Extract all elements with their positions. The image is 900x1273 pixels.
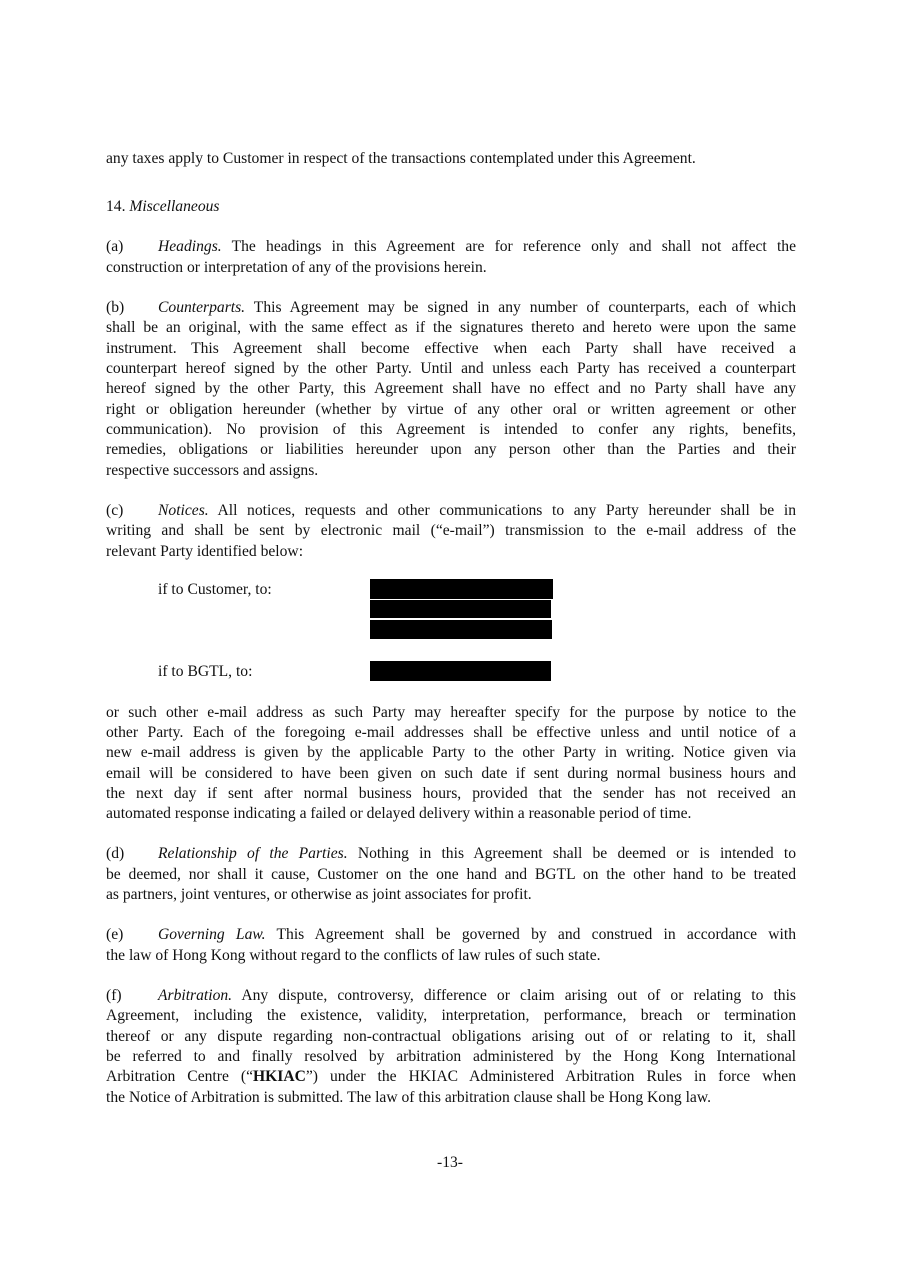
page-number: -13- (437, 1154, 463, 1171)
clause-a-line-1: (a) Headings. The headings in this Agreement are for reference only and shall not affect the (106, 237, 796, 257)
clause-c-line-2: writing and shall be sent by electronic mail (“e-mail”) transmission to the e-mail address of the (106, 522, 796, 539)
clause-b-line-6: right or obligation hereunder (whether by virtue of any other oral or written agreement or other (106, 401, 796, 418)
clause-b-line-8: remedies, obligations or liabilities hereunder upon any person other than the Parties and their (106, 441, 796, 458)
customer-recipient-label: if to Customer, to: (158, 581, 272, 598)
section-number: 14. (106, 198, 126, 215)
redacted-customer-address-2 (370, 600, 551, 618)
clause-f-line-2: Agreement, including the existence, validity, interpretation, performance, breach or termination (106, 1007, 796, 1024)
clause-e-line-1: (e) Governing Law. This Agreement shall be governed by and construed in accordance with (106, 925, 796, 945)
clause-e-heading: Governing Law. (158, 926, 266, 943)
section-heading (106, 197, 796, 217)
clause-e-line-2: the law of Hong Kong without regard to the conflicts of law rules of such state. (106, 947, 601, 964)
clause-c-line-3: relevant Party identified below: (106, 543, 304, 560)
clause-f-line-5: Arbitration Centre (“HKIAC”) under the HKIAC Administered Arbitration Rules in force when (106, 1068, 796, 1085)
bgtl-recipient-label: if to BGTL, to: (158, 663, 253, 680)
clause-a-line-2: construction or interpretation of any of the provisions herein. (106, 259, 487, 276)
clause-b-line-3: instrument. This Agreement shall become effective when each Party shall have received a (106, 340, 796, 357)
intro-line: any taxes apply to Customer in respect of the transactions contemplated under this Agreement. (106, 150, 696, 167)
clause-c-line-1: (c) Notices. All notices, requests and other communications to any Party hereunder shall be in (106, 501, 796, 521)
clause-f-heading: Arbitration. (158, 987, 233, 1004)
redacted-bgtl-address (370, 661, 551, 681)
clause-c-after-line-3: new e-mail address is given by the applicable Party to the other Party in writing. Notice given via (106, 744, 796, 761)
clause-b-line-2: shall be an original, with the same effect as if the signatures thereto and hereto were upon the same (106, 319, 796, 336)
clause-c-after-line-2: other Party. Each of the foregoing e-mail addresses shall be effective unless and until notice of a (106, 724, 796, 741)
clause-f-line-4: be referred to and finally resolved by arbitration administered by the Hong Kong International (106, 1048, 796, 1065)
clause-f-line-6: the Notice of Arbitration is submitted. The law of this arbitration clause shall be Hong Kong law. (106, 1089, 711, 1106)
clause-b-heading: Counterparts. (158, 299, 246, 316)
clause-d-heading: Relationship of the Parties. (158, 845, 348, 862)
clause-d-line-3: as partners, joint ventures, or otherwise as joint associates for profit. (106, 886, 532, 903)
clause-b-line-9: respective successors and assigns. (106, 462, 319, 479)
clause-f-label: (f) (106, 987, 122, 1004)
clause-b-line-4: counterpart hereof signed by the other Party. Until and unless each Party has received a counterpart (106, 360, 796, 377)
clause-b-line-7: communication). No provision of this Agreement is intended to confer any rights, benefits, (106, 421, 796, 438)
clause-f-line-3: thereof or any dispute regarding non-contractual obligations arising out of or relating to it, shall (106, 1028, 796, 1045)
clause-b-line-5: hereof signed by the other Party, this Agreement shall have no effect and no Party shall have any (106, 380, 796, 397)
clause-c-heading: Notices. (158, 502, 209, 519)
section-title: Miscellaneous (129, 198, 220, 215)
clause-d-line-2: be deemed, nor shall it cause, Customer on the one hand and BGTL on the other hand to be treated (106, 866, 796, 883)
clause-c-after-line-1: or such other e-mail address as such Party may hereafter specify for the purpose by notice to the (106, 704, 796, 721)
clause-c-after-line-5: the next day if sent after normal business hours, provided that the sender has not received an (106, 785, 796, 802)
clause-a-label: (a) (106, 238, 124, 255)
redacted-customer-address-1 (370, 579, 553, 599)
clause-e-label: (e) (106, 926, 124, 943)
clause-a-heading: Headings. (158, 238, 222, 255)
clause-d-line-1: (d) Relationship of the Parties. Nothing in this Agreement shall be deemed or is intended to (106, 844, 796, 864)
clause-b-line-1: (b) Counterparts. This Agreement may be signed in any number of counterparts, each of which (106, 298, 796, 318)
clause-c-label: (c) (106, 502, 124, 519)
clause-c-after-line-6: automated response indicating a failed or delayed delivery within a reasonable period of time. (106, 805, 692, 822)
redacted-customer-address-3 (370, 620, 552, 639)
hkiac-defined-term: HKIAC (253, 1068, 306, 1085)
clause-b-label: (b) (106, 299, 125, 316)
clause-c-after-line-4: email will be considered to have been given on such date if sent during normal business hours and (106, 765, 796, 782)
clause-f-line-1: (f) Arbitration. Any dispute, controversy, difference or claim arising out of or relating to this (106, 986, 796, 1006)
clause-d-label: (d) (106, 845, 125, 862)
